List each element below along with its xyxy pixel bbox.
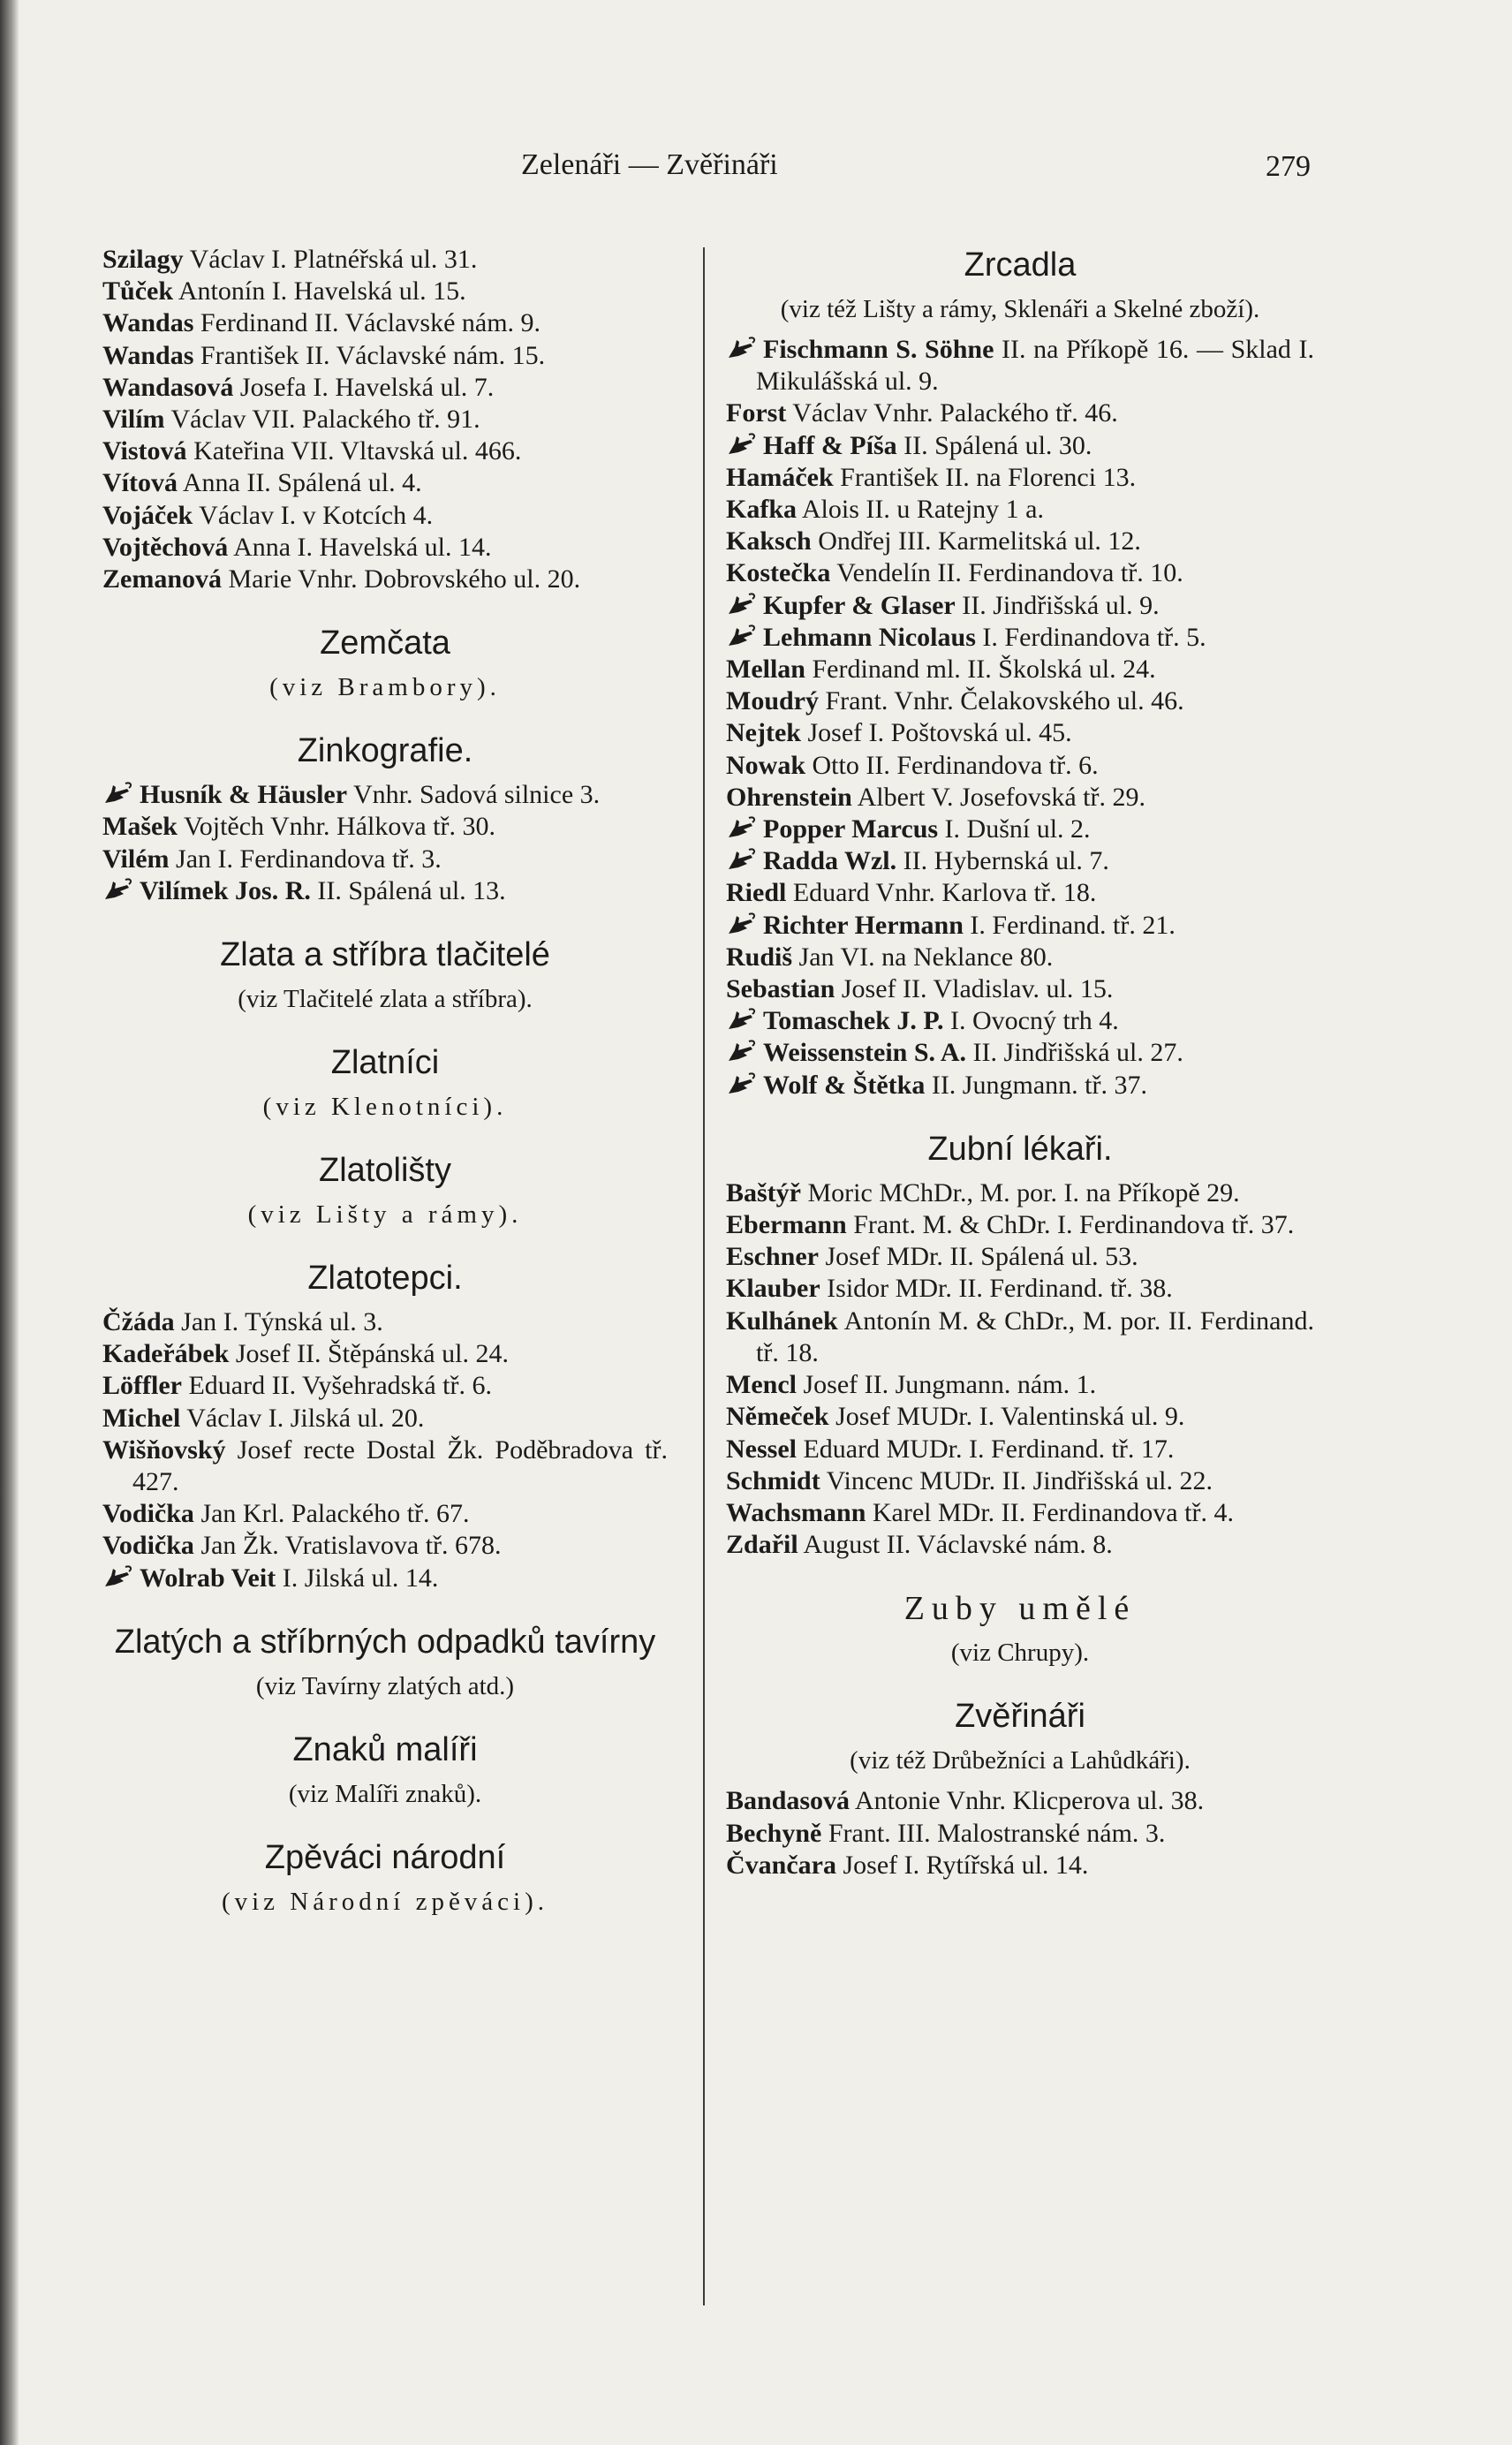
column-divider [703,247,705,2305]
entry-address: Josef MUDr. I. Valentinská ul. 9. [828,1402,1185,1432]
entry-name: Sebastian [726,974,835,1004]
entry-name: Vojtěchová [102,532,229,562]
section-cross-reference: (viz Národní zpěváci). [221,1887,549,1916]
directory-entry [726,685,1314,717]
section-cross-reference: (viz Lišty a rámy). [247,1200,523,1230]
entry-address: Jan I. Ferdinandova tř. 3. [169,844,442,874]
directory-entry [726,622,1314,654]
entry-name: Wandasová [102,372,234,402]
directory-section [102,1836,668,1918]
entry-name: Fischmann S. Söhne [763,335,994,364]
section-title: Zrcadla [964,246,1077,284]
pointing-hand-icon [102,876,134,903]
directory-entry [726,1818,1314,1850]
section-cross-reference: (viz Klenotníci). [262,1093,508,1122]
entry-name: Bechyně [726,1818,822,1848]
entry-name: Forst [726,398,787,428]
entry-address: Albert V. Josefovská tř. 29. [851,782,1146,812]
pointing-hand-icon [726,1038,758,1064]
running-header [0,148,1512,193]
section-title: Zlatotepci. [307,1260,463,1298]
directory-entry [726,782,1314,814]
entry-name: Ohrenstein [726,782,852,812]
section-title: Zlatníci [330,1044,440,1082]
directory-entry [726,1434,1314,1465]
entry-address: Václav I. v Kotcích 4. [193,500,434,530]
directory-section [726,1695,1314,1881]
directory-entry [102,1370,668,1402]
section-title: Zlatých a stříbrných odpadků tavírny [114,1623,656,1661]
directory-entry [102,844,668,875]
pointing-hand-icon [726,591,758,617]
directory-section [102,1257,668,1594]
entry-name: Riedl [726,878,787,908]
entry-address: II. Hybernská ul. 7. [896,846,1109,876]
pointing-hand-icon [726,846,758,873]
entry-address: Marie Vnhr. Dobrovského ul. 20. [222,564,581,594]
entry-name: Kafka [726,495,798,525]
entry-address: Frant. Vnhr. Čelakovského ul. 46. [819,686,1184,716]
entry-name: Szilagy [102,245,184,274]
directory-entry [726,654,1314,685]
entry-address: Jan I. Týnská ul. 3. [174,1307,383,1337]
entry-address: Josefa I. Havelská ul. 7. [233,372,495,402]
pointing-hand-icon [726,1038,758,1064]
entry-address: I. Ferdinandova tř. 5. [975,622,1206,652]
entry-address: Isidor MDr. II. Ferdinand. tř. 38. [820,1274,1173,1304]
directory-entry [726,845,1314,877]
pointing-hand-icon [726,335,758,361]
entry-address: Jan Krl. Palackého tř. 67. [193,1499,470,1529]
directory-entry [102,404,668,435]
entry-name: Moudrý [726,686,819,716]
entry-address: Jan VI. na Neklance 80. [792,942,1054,972]
entry-name: Vítová [102,468,178,498]
entry-name: Vistová [102,436,187,466]
directory-entry [102,811,668,843]
pointing-hand-icon [726,1071,758,1097]
right-column [726,244,1314,1908]
entry-address: I. Dušní ul. 2. [938,814,1091,844]
entry-address: II. Spálená ul. 30. [896,430,1092,460]
pointing-hand-icon [102,780,134,806]
entry-address: Vincenc MUDr. II. Jindřišská ul. 22. [820,1465,1213,1495]
entry-address: Vnhr. Sadová silnice 3. [347,780,601,810]
directory-entry [726,1241,1314,1273]
entry-name: Nessel [726,1434,797,1464]
section-title: Znaků malíři [292,1730,478,1768]
directory-entry [726,877,1314,909]
pointing-hand-icon [726,814,758,841]
pointing-hand-icon [726,335,758,361]
entry-name: Mencl [726,1370,797,1400]
entry-name: Tůček [102,276,174,307]
entry-address: Josef recte Dostal Žk. Poděbradova tř. 427. [132,1434,668,1497]
entry-address: II. Jungmann. tř. 37. [925,1070,1147,1100]
entry-address: Václav I. Jilská ul. 20. [180,1403,425,1433]
entry-address: I. Ovocný trh 4. [943,1006,1119,1036]
pointing-hand-icon [102,780,134,806]
pointing-hand-icon [726,846,758,873]
directory-entry [726,1401,1314,1433]
directory-section [102,1729,668,1810]
entry-address: Josef I. Poštovská ul. 45. [800,718,1072,748]
entry-address: Anna I. Havelská ul. 14. [228,532,492,562]
entry-name: Ebermann [726,1210,847,1240]
directory-entry [726,1529,1314,1561]
directory-entry [726,942,1314,973]
entry-address: Vojtěch Vnhr. Hálkova tř. 30. [178,812,495,842]
directory-entry [102,372,668,404]
entry-name: Bandasová [726,1786,850,1816]
pointing-hand-icon [726,1006,758,1033]
entry-address: Alois II. u Ratejny 1 a. [797,495,1044,525]
entry-address: Otto II. Ferdinandova tř. 6. [805,750,1099,780]
section-title: Zpěváci národní [264,1838,506,1876]
directory-entry [726,334,1314,397]
directory-entry [102,1306,668,1338]
section-title: Zemčata [320,624,450,662]
entry-address: Moric MChDr., M. por. I. na Příkopě 29. [801,1177,1240,1207]
entry-address: Josef MDr. II. Spálená ul. 53. [819,1242,1138,1272]
entry-address: II. na Příkopě 16. — Sklad I. Mikulášská ul. 9. [756,335,1315,397]
section-title: Zubní lékaři. [927,1130,1113,1168]
entry-name: Eschner [726,1242,819,1272]
directory-entry [726,1465,1314,1497]
entry-address: Eduard Vnhr. Karlova tř. 18. [786,878,1097,908]
page-edge-shadow [0,0,19,2445]
section-cross-reference: (viz Tlačitelé zlata a stříbra). [238,985,533,1014]
section-cross-reference: (viz též Lišty a rámy, Sklenáři a Skelné zboží). [780,295,1260,323]
section-cross-reference: (viz Malíři znaků). [288,1779,482,1808]
directory-entry [726,462,1314,494]
header-title: Zelenáři — Zvěřináři [521,148,778,181]
directory-entry [102,779,668,811]
entry-name: Lehmann Nicolaus [763,622,976,652]
entry-name: Weissenstein S. A. [763,1038,967,1068]
entry-address: Ferdinand II. Václavské nám. 9. [193,308,541,338]
entry-name: Haff & Píša [763,430,897,460]
section-title: Zuby umělé [903,1590,1137,1628]
directory-entry [726,910,1314,942]
pointing-hand-icon [726,814,758,841]
entry-name: Wandas [102,340,194,370]
directory-entry [102,1563,668,1594]
entry-address: Václav I. Platnéřská ul. 31. [183,245,478,274]
section-cross-reference: (viz Chrupy). [950,1639,1090,1668]
directory-entry [102,244,668,276]
directory-section [726,1587,1314,1669]
directory-section [726,1128,1314,1561]
entry-name: Hamáček [726,462,834,492]
directory-entry [102,1338,668,1370]
entry-name: Popper Marcus [763,814,939,844]
directory-entry [102,1530,668,1562]
entry-name: Kupfer & Glaser [763,590,956,620]
directory-entry [102,1498,668,1530]
entry-address: Ondřej III. Karmelitská ul. 12. [811,526,1141,556]
entry-address: August II. Václavské nám. 8. [798,1530,1113,1560]
entry-address: Anna II. Spálená ul. 4. [178,468,422,498]
entry-name: Vilím [102,405,165,435]
entry-address: Václav Vnhr. Palackého tř. 46. [786,398,1118,428]
directory-entry [726,397,1314,429]
directory-section [102,1041,668,1123]
directory-entry [102,467,668,499]
directory-entry [102,564,668,595]
directory-entry [726,1497,1314,1529]
entry-name: Kulhánek [726,1306,838,1336]
pointing-hand-icon [102,1563,134,1590]
section-title: Zlatolišty [319,1152,451,1190]
entry-name: Zdařil [726,1530,798,1560]
entry-address: Václav VII. Palackého tř. 91. [164,405,480,435]
entry-name: Klauber [726,1274,820,1304]
pointing-hand-icon [726,431,758,458]
entry-name: Husník & Häusler [140,780,348,810]
section-cross-reference: (viz též Drůbežníci a Lahůdkáři). [850,1746,1191,1775]
pointing-hand-icon [726,911,758,937]
directory-entry [726,526,1314,557]
entry-address: Eduard II. Vyšehradská tř. 6. [181,1371,492,1401]
section-cross-reference: (viz Tavírny zlatých atd.) [255,1671,515,1700]
directory-entry [726,1070,1314,1101]
directory-entry [726,494,1314,526]
entry-address: II. Jindřišská ul. 9. [955,590,1160,620]
entry-name: Kaksch [726,526,812,556]
entry-name: Tomaschek J. P. [763,1006,944,1036]
directory-entry [102,340,668,372]
entry-name: Rudiš [726,942,793,972]
entry-address: Josef II. Vladislav. ul. 15. [835,974,1114,1004]
pointing-hand-icon [726,623,758,649]
left-column [102,244,668,1944]
directory-entry [726,1785,1314,1817]
entry-address: František II. Václavské nám. 15. [193,340,546,370]
directory-entry [726,973,1314,1005]
entry-name: Nejtek [726,718,801,748]
entry-name: Mellan [726,655,805,685]
directory-section [102,622,668,703]
directory-entry [726,557,1314,589]
directory-entry [102,1434,668,1498]
directory-entry [726,1005,1314,1037]
entry-address: Vendelín II. Ferdinandova tř. 10. [830,558,1183,588]
directory-entry [102,307,668,339]
entry-address: Kateřina VII. Vltavská ul. 466. [186,436,522,466]
entry-name: Mašek [102,812,178,842]
pointing-hand-icon [726,431,758,458]
entry-name: Čžáda [102,1307,175,1337]
section-title: Zlata a stříbra tlačitelé [220,936,550,974]
entry-name: Baštýř [726,1177,801,1207]
entry-name: Čvančara [726,1850,836,1880]
entry-name: Vojáček [102,500,193,530]
pointing-hand-icon [726,1071,758,1097]
directory-section [102,1621,668,1702]
section-title: Zinkografie. [297,732,473,770]
pointing-hand-icon [726,623,758,649]
entry-address: I. Jilská ul. 14. [276,1563,439,1593]
entry-name: Němeček [726,1402,829,1432]
directory-entry [102,435,668,467]
directory-section [726,244,1314,1101]
entry-name: Zemanová [102,564,222,594]
page-number: 279 [1266,150,1311,183]
directory-entry [726,814,1314,845]
entry-address: II. Spálená ul. 13. [310,875,506,905]
entry-address: II. Jindřišská ul. 27. [966,1038,1183,1068]
entry-address: Karel MDr. II. Ferdinandova tř. 4. [866,1497,1234,1527]
directory-entry [726,1850,1314,1881]
directory-entry [102,532,668,564]
entry-address: Jan Žk. Vratislavova tř. 678. [193,1531,502,1561]
directory-entry [726,750,1314,782]
entry-name: Richter Hermann [763,910,964,940]
entry-name: Wolf & Štětka [763,1070,926,1100]
entry-name: Wišňovský [102,1434,226,1465]
directory-entry [726,1306,1314,1369]
entry-address: František II. na Florenci 13. [833,462,1137,492]
directory-entry [726,1369,1314,1401]
directory-entry [102,1403,668,1434]
entry-address: I. Ferdinand. tř. 21. [963,910,1176,940]
pointing-hand-icon [726,1006,758,1033]
section-cross-reference: (viz Brambory). [269,673,501,702]
entry-name: Vodička [102,1499,194,1529]
directory-entry [726,590,1314,622]
entry-address: Antonie Vnhr. Klicperova ul. 38. [850,1786,1205,1816]
entry-name: Vodička [102,1531,194,1561]
entry-name: Schmidt [726,1465,820,1495]
entry-address: Frant. M. & ChDr. I. Ferdinandova tř. 37. [846,1210,1295,1240]
entry-name: Löffler [102,1371,182,1401]
entry-address: Josef I. Rytířská ul. 14. [835,1850,1089,1880]
entry-address: Eduard MUDr. I. Ferdinand. tř. 17. [796,1434,1175,1464]
pointing-hand-icon [726,911,758,937]
entry-name: Wachsmann [726,1497,866,1527]
directory-entry [102,875,668,907]
directory-section [102,730,668,907]
directory-entry [726,1177,1314,1209]
entry-name: Wandas [102,308,194,338]
entry-name: Nowak [726,750,806,780]
entry-address: Josef II. Jungmann. nám. 1. [796,1370,1097,1400]
entry-name: Vilímek Jos. R. [140,875,311,905]
entry-name: Wolrab Veit [140,1563,276,1593]
directory-section [102,244,668,595]
directory-entry [726,1209,1314,1241]
pointing-hand-icon [102,1563,134,1590]
entry-address: Josef II. Štěpánská ul. 24. [229,1339,509,1369]
directory-entry [102,500,668,532]
entry-name: Michel [102,1403,181,1433]
entry-name: Kostečka [726,558,831,588]
directory-entry [726,430,1314,462]
directory-section [102,934,668,1015]
pointing-hand-icon [102,876,134,903]
entry-address: Antonín I. Havelská ul. 15. [173,276,466,307]
entry-address: Antonín M. & ChDr., M. por. II. Ferdinand. tř. 18. [756,1306,1314,1367]
directory-entry [102,276,668,307]
directory-entry [726,1037,1314,1069]
entry-address: Ferdinand ml. II. Školská ul. 24. [805,655,1156,685]
entry-name: Kadeřábek [102,1339,230,1369]
entry-name: Radda Wzl. [763,846,897,876]
entry-name: Vilém [102,844,170,874]
entry-address: Frant. III. Malostranské nám. 3. [821,1818,1166,1848]
directory-entry [726,1273,1314,1305]
directory-entry [726,717,1314,749]
section-title: Zvěřináři [955,1698,1085,1736]
pointing-hand-icon [726,591,758,617]
directory-section [102,1149,668,1230]
